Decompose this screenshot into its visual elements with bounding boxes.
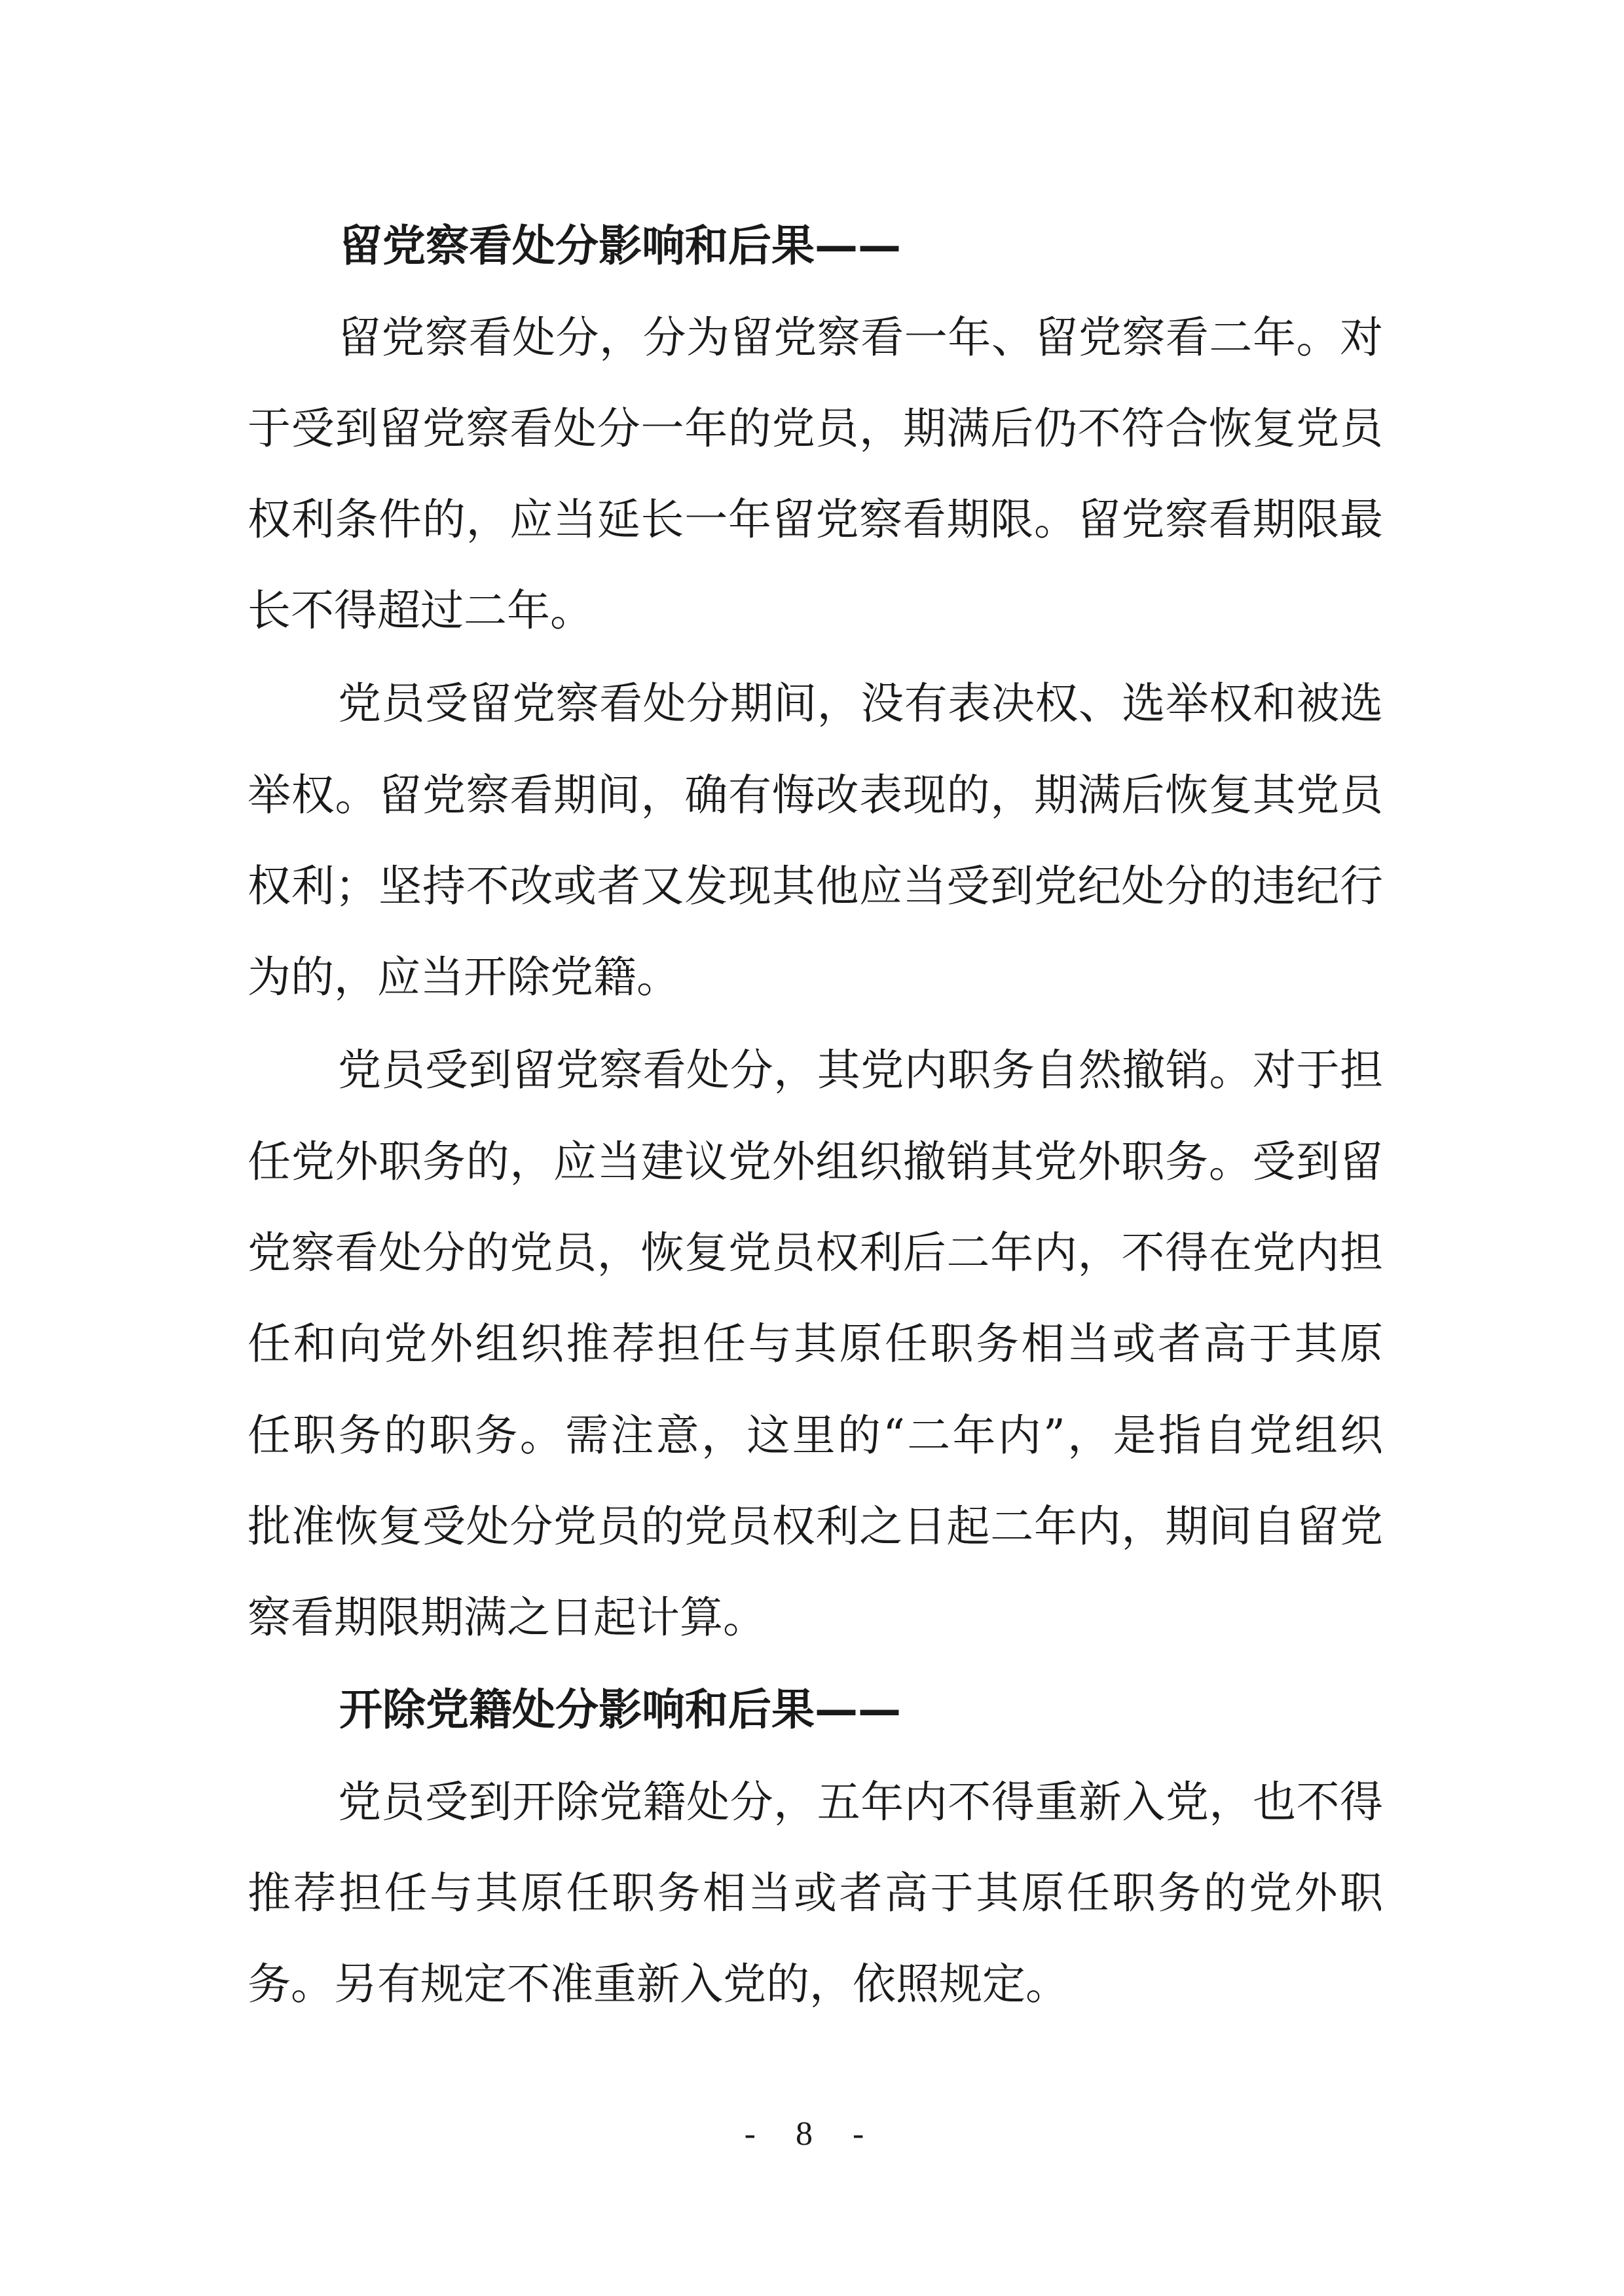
paragraph-line	[0, 578, 1624, 644]
paragraph-line	[0, 671, 1624, 737]
paragraph-line	[0, 1770, 1624, 1835]
paragraph-line	[0, 945, 1624, 1010]
paragraph-line	[0, 1129, 1624, 1195]
section-heading-probation	[0, 213, 1624, 279]
line-text: 批准恢复受处分党员的党员权利之日起二年内，期间自留党	[248, 1501, 1384, 1552]
line-text: 举权。留党察看期间，确有悔改表现的，期满后恢复其党员	[248, 770, 1384, 820]
line-text: 任党外职务的，应当建议党外组织撤销其党外职务。受到留	[248, 1137, 1384, 1187]
line-text: 权利条件的，应当延长一年留党察看期限。留党察看期限最	[248, 494, 1384, 545]
line-text: 留党察看处分，分为留党察看一年、留党察看二年。对	[338, 312, 1384, 363]
line-text: 于受到留党察看处分一年的党员，期满后仍不符合恢复党员	[248, 403, 1384, 454]
paragraph-line	[0, 1311, 1624, 1377]
paragraph-line	[0, 1585, 1624, 1650]
paragraph-line	[0, 1861, 1624, 1926]
line-text: 党员受留党察看处分期间，没有表决权、选举权和被选	[338, 678, 1384, 729]
section-heading-expulsion	[0, 1677, 1624, 1743]
line-text: 推荐担任与其原任职务相当或者高于其原任职务的党外职	[248, 1868, 1386, 1918]
paragraph-line	[0, 1220, 1624, 1286]
paragraph-line	[0, 396, 1624, 462]
line-text: 察看期限期满之日起计算。	[248, 1592, 766, 1643]
page-number: - 8 -	[744, 2115, 880, 2153]
line-text: 任和向党外组织推荐担任与其原任职务相当或者高于其原	[248, 1319, 1386, 1369]
line-text: 党员受到留党察看处分，其党内职务自然撤销。对于担	[338, 1045, 1384, 1095]
line-text: 党员受到开除党籍处分，五年内不得重新入党，也不得	[338, 1777, 1384, 1827]
paragraph-line	[0, 1038, 1624, 1103]
line-text: 为的，应当开除党籍。	[248, 952, 680, 1002]
line-text: 长不得超过二年。	[248, 585, 593, 636]
paragraph-line	[0, 854, 1624, 919]
paragraph-line	[0, 763, 1624, 828]
paragraph-line	[0, 487, 1624, 553]
heading-text: 留党察看处分影响和后果——	[339, 221, 901, 271]
line-text: 党察看处分的党员，恢复党员权利后二年内，不得在党内担	[248, 1228, 1384, 1278]
paragraph-line	[0, 1952, 1624, 2017]
line-text: 务。另有规定不准重新入党的，依照规定。	[248, 1959, 1069, 2009]
line-text: 权利；坚持不改或者又发现其他应当受到党纪处分的违纪行	[248, 861, 1384, 911]
paragraph-line	[0, 1403, 1624, 1468]
line-text: 任职务的职务。需注意，这里的“二年内”，是指自党组织	[248, 1410, 1386, 1461]
heading-text: 开除党籍处分影响和后果——	[339, 1685, 901, 1735]
paragraph-line	[0, 1494, 1624, 1559]
paragraph-line	[0, 305, 1624, 371]
